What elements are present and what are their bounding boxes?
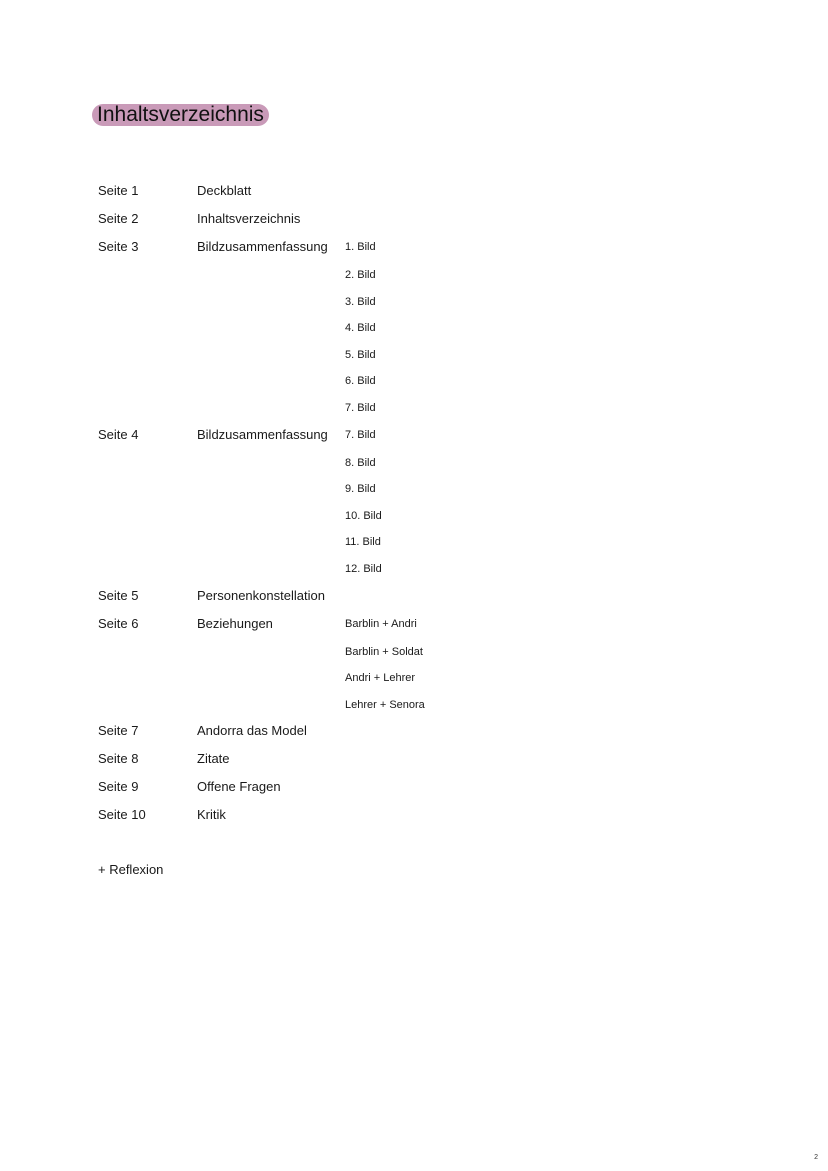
toc-entry bbox=[98, 610, 598, 638]
toc-entry bbox=[98, 205, 598, 233]
toc-subentry bbox=[98, 367, 598, 394]
toc-entry bbox=[98, 801, 598, 829]
toc-subentry bbox=[98, 475, 598, 502]
toc-page-label: Seite 6 bbox=[98, 615, 139, 631]
toc-entry bbox=[98, 177, 598, 205]
toc-page-label: Seite 9 bbox=[98, 779, 139, 795]
toc-topic: Kritik bbox=[197, 807, 226, 823]
toc-entry bbox=[98, 745, 598, 773]
toc-page-label: Seite 2 bbox=[98, 211, 139, 226]
toc-subitem: 11. Bild bbox=[345, 536, 381, 549]
toc-topic: Offene Fragen bbox=[197, 779, 281, 795]
toc-subentry bbox=[98, 341, 598, 368]
toc-page-label: Seite 7 bbox=[98, 723, 139, 739]
toc-page-label: Seite 1 bbox=[98, 183, 139, 198]
toc-subentry bbox=[98, 638, 598, 665]
reflexion-note: + Reflexion bbox=[98, 862, 164, 877]
toc-entry bbox=[98, 773, 598, 801]
toc-subitem: 6. Bild bbox=[345, 375, 376, 388]
toc-page-label: Seite 3 bbox=[98, 239, 139, 254]
toc-subentry bbox=[98, 555, 598, 582]
toc-subitem: 3. Bild bbox=[345, 295, 376, 308]
toc-entry bbox=[98, 582, 598, 610]
toc-subitem: 4. Bild bbox=[345, 322, 376, 335]
toc-page-label: Seite 8 bbox=[98, 751, 139, 767]
toc-subitem: Andri + Lehrer bbox=[345, 672, 416, 685]
toc-page-label: Seite 4 bbox=[98, 426, 139, 442]
toc-topic: Beziehungen bbox=[197, 615, 273, 631]
toc-subitem: 9. Bild bbox=[345, 483, 376, 496]
toc-entry bbox=[98, 233, 598, 261]
toc-topic: Inhaltsverzeichnis bbox=[197, 211, 301, 226]
toc-page-label: Seite 5 bbox=[98, 587, 139, 603]
toc-subentry bbox=[98, 394, 598, 421]
toc-subitem: 1. Bild bbox=[345, 241, 376, 253]
toc-topic: Zitate bbox=[197, 751, 230, 767]
toc-subentry bbox=[98, 288, 598, 315]
toc-subitem: Barblin + Andri bbox=[345, 617, 417, 630]
toc-subentry bbox=[98, 664, 598, 691]
toc-page-label: Seite 10 bbox=[98, 807, 146, 823]
toc-subentry bbox=[98, 502, 598, 529]
toc-subentry bbox=[98, 528, 598, 555]
title-wrapper bbox=[92, 104, 269, 126]
toc-subentry bbox=[98, 691, 598, 718]
toc-subentry bbox=[98, 314, 598, 341]
toc-subitem: 7. Bild bbox=[345, 428, 376, 441]
toc-subitem: 8. Bild bbox=[345, 456, 376, 469]
toc-subitem: 7. Bild bbox=[345, 401, 376, 414]
toc-entry bbox=[98, 421, 598, 449]
page-number: 2 bbox=[814, 1154, 818, 1161]
toc-entry bbox=[98, 717, 598, 745]
toc-subentry bbox=[98, 261, 598, 288]
toc-topic: Bildzusammenfassung bbox=[197, 426, 328, 442]
toc-topic: Bildzusammenfassung bbox=[197, 239, 328, 254]
page-title: Inhaltsverzeichnis bbox=[92, 104, 269, 126]
toc-topic: Andorra das Model bbox=[197, 723, 307, 739]
toc-subitem: 2. Bild bbox=[345, 269, 376, 281]
toc-subitem: Barblin + Soldat bbox=[345, 645, 423, 658]
toc-subitem: Lehrer + Senora bbox=[345, 698, 425, 711]
toc-subitem: 10. Bild bbox=[345, 509, 382, 522]
toc-subitem: 12. Bild bbox=[345, 562, 382, 575]
toc-subitem: 5. Bild bbox=[345, 348, 376, 361]
table-of-contents bbox=[98, 177, 598, 829]
toc-subentry bbox=[98, 449, 598, 476]
toc-topic: Deckblatt bbox=[197, 183, 252, 198]
toc-topic: Personenkonstellation bbox=[197, 587, 325, 603]
